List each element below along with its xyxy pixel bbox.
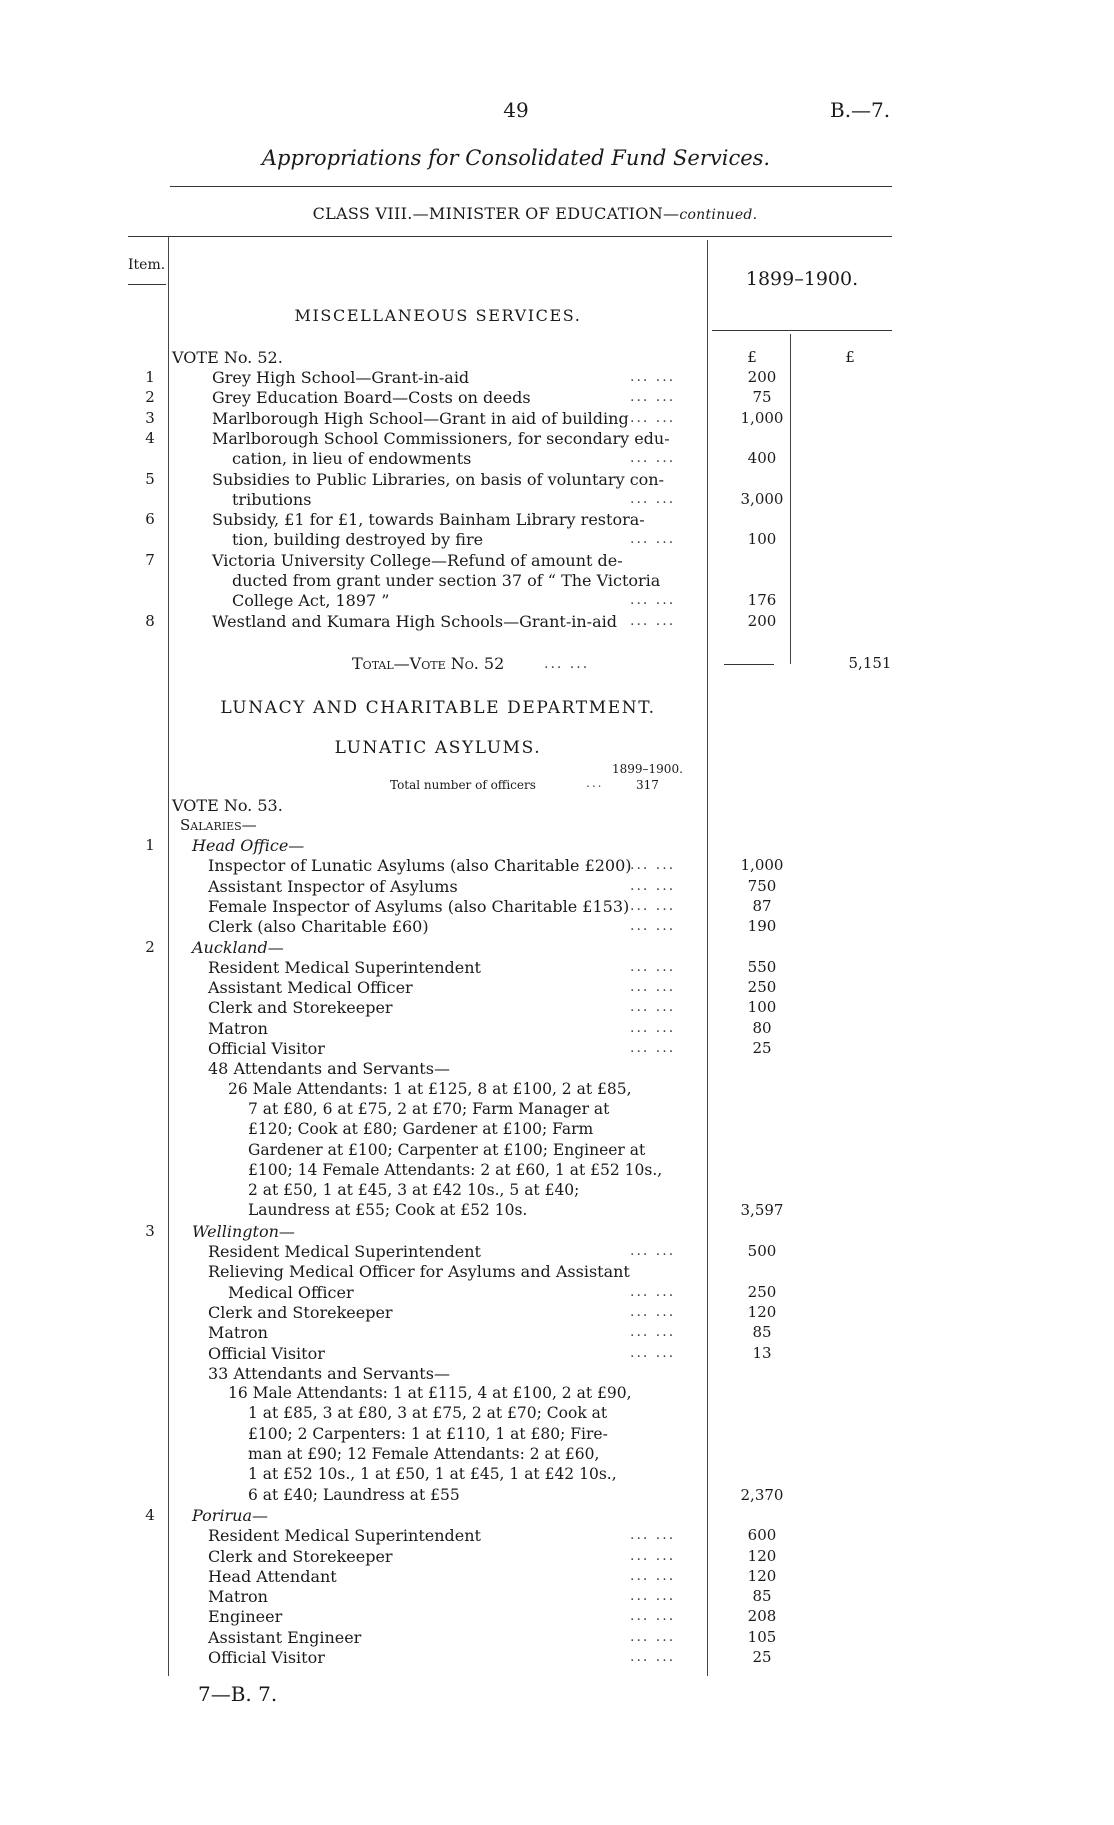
salary-row-text: Official Visitor [208, 1039, 325, 1058]
salary-row-text: Clerk (also Charitable £60) [208, 917, 429, 937]
dot-leader: ... ... [630, 979, 676, 996]
dot-leader: ... ... [630, 857, 676, 874]
item-header-rule [128, 284, 166, 285]
item-number: 3 [145, 408, 155, 427]
attendants-detail: 16 Male Attendants: 1 at £115, 4 at £100, 2 at £90, [228, 1384, 632, 1403]
vote-item-text: tributions [232, 489, 312, 509]
vote-item-amount: 200 [747, 368, 777, 386]
salary-row-text: Medical Officer [228, 1282, 354, 1302]
vote-item-amount: 75 [752, 388, 772, 407]
dot-leader: ... ... [630, 958, 676, 975]
pound-symbol-2: £ [845, 348, 855, 366]
page-number: 49 [503, 98, 529, 122]
asylum-title: Head Office— [192, 836, 305, 855]
dot-leader: ... ... [630, 1527, 676, 1544]
attendants-detail: 6 at £40; Laundress at £55 [248, 1485, 460, 1504]
dot-leader: ... ... [630, 1243, 676, 1259]
salary-row-amount: 208 [747, 1607, 777, 1626]
page-title: Appropriations for Consolidated Fund Services. [261, 146, 771, 170]
salary-row-text: Assistant Engineer [208, 1627, 362, 1647]
attendants-detail: Laundress at £55; Cook at £52 10s. [248, 1201, 528, 1220]
salary-row-text: Relieving Medical Officer for Asylums and Assistant [208, 1262, 630, 1282]
title-rule [170, 186, 892, 187]
item-number: 6 [145, 510, 155, 529]
asylum-title: Porirua— [192, 1505, 269, 1525]
salary-row-text: Matron [208, 1587, 268, 1607]
dot-leader: ... ... [630, 612, 676, 629]
attendants-amount: 2,370 [740, 1485, 784, 1504]
item-number: 3 [145, 1221, 155, 1240]
asylum-title: Wellington— [192, 1221, 295, 1241]
dot-leader: ... ... [630, 1019, 676, 1036]
vote-item-text: Marlborough School Commissioners, for secondary edu- [212, 428, 670, 448]
pound-symbol-1: £ [747, 348, 757, 366]
attendants-detail: 26 Male Attendants: 1 at £125, 8 at £100, 2 at £85, [228, 1079, 632, 1098]
salary-row-text: Matron [208, 1018, 268, 1038]
attendants-detail: Gardener at £100; Carpenter at £100; Engineer at [248, 1140, 646, 1159]
officers-label: Total number of officers [390, 778, 536, 792]
salary-row-amount: 190 [747, 917, 777, 936]
attendants-detail: £100; 14 Female Attendants: 2 at £60, 1 at £52 10s., [248, 1160, 663, 1179]
vote-item-text: Westland and Kumara High Schools—Grant-in-aid [212, 611, 617, 631]
item-number: 1 [145, 836, 155, 854]
vote-52-total-label: Total—Vote No. 52 [352, 654, 505, 673]
dot-leader: ... ... [630, 1283, 676, 1300]
salary-row-text: Resident Medical Superintendent [208, 1526, 481, 1546]
dot-leader: ... ... [630, 1303, 676, 1320]
salary-row-text: Clerk and Storekeeper [208, 998, 393, 1018]
item-number: 5 [145, 469, 155, 488]
dot-leader: ... ... [630, 592, 676, 609]
vote-item-text: Victoria University College—Refund of amount de- [212, 550, 623, 570]
vote-item-amount: 100 [747, 530, 777, 549]
salary-row-amount: 13 [752, 1343, 772, 1362]
vote-52-label: VOTE No. 52. [172, 348, 283, 367]
salary-row-text: Head Attendant [208, 1566, 337, 1586]
salary-row-amount: 25 [752, 1039, 772, 1057]
salary-row-amount: 550 [747, 957, 777, 976]
item-number: 1 [145, 368, 155, 386]
vote-item-text: Subsidies to Public Libraries, on basis of voluntary con- [212, 469, 665, 489]
salary-row-amount: 105 [747, 1627, 777, 1646]
salary-row-text: Inspector of Lunatic Asylums (also Charitable £200) [208, 856, 632, 876]
item-number: 4 [145, 1505, 155, 1524]
salary-row-amount: 750 [747, 876, 777, 895]
item-number: 4 [145, 428, 155, 447]
attendants-detail: man at £90; 12 Female Attendants: 2 at £60, [248, 1445, 600, 1463]
class-title-main: CLASS VIII.—MINISTER OF EDUCATION— [312, 204, 680, 223]
salary-row-amount: 85 [752, 1323, 772, 1342]
dot-leader: ... ... [630, 1324, 676, 1341]
lunatic-asylums-heading: LUNATIC ASYLUMS. [334, 738, 542, 758]
vote-52-total-amount: 5,151 [848, 654, 892, 672]
vote-item-text: Subsidy, £1 for £1, towards Bainham Library restora- [212, 510, 645, 530]
vote-item-text: Marlborough High School—Grant in aid of building [212, 408, 629, 428]
salary-row-amount: 500 [747, 1242, 777, 1260]
item-number: 8 [145, 611, 155, 630]
item-column-header: Item. [128, 257, 166, 273]
dot-leader: ... ... [630, 1547, 676, 1564]
vote-item-amount: 1,000 [740, 408, 784, 427]
dot-leader: ... [586, 776, 604, 790]
salary-row-amount: 250 [747, 1282, 777, 1301]
salary-row-text: Resident Medical Superintendent [208, 957, 481, 977]
dot-leader: ... ... [630, 1649, 676, 1665]
salaries-heading: Salaries— [180, 816, 257, 834]
dot-leader: ... ... [630, 450, 676, 467]
dot-leader: ... ... [630, 1628, 676, 1645]
year-column-header: 1899–1900. [745, 268, 859, 290]
salary-row-text: Official Visitor [208, 1648, 325, 1667]
attendants-heading: 33 Attendants and Servants— [208, 1363, 450, 1383]
officers-count: 317 [636, 778, 659, 792]
salary-row-amount: 100 [747, 998, 777, 1017]
dot-leader: ... ... [630, 1608, 676, 1625]
item-number: 7 [145, 550, 155, 569]
attendants-detail: 2 at £50, 1 at £45, 3 at £42 10s., 5 at £40; [248, 1181, 580, 1200]
salary-row-amount: 1,000 [740, 856, 784, 875]
attendants-detail: 1 at £85, 3 at £80, 3 at £75, 2 at £70; Cook at [248, 1404, 608, 1423]
amount-column-divider [707, 240, 708, 1676]
salary-row-text: Assistant Medical Officer [208, 978, 413, 998]
salary-row-text: Engineer [208, 1607, 283, 1627]
salary-row-text: Assistant Inspector of Asylums [208, 876, 458, 896]
salary-row-text: Clerk and Storekeeper [208, 1546, 393, 1566]
attendants-detail: £100; 2 Carpenters: 1 at £110, 1 at £80; Fire- [248, 1424, 608, 1443]
dot-leader: ... ... [630, 1588, 676, 1605]
salary-row-amount: 85 [752, 1587, 772, 1606]
salary-row-amount: 600 [747, 1526, 777, 1545]
item-column-divider [168, 236, 169, 1676]
year-header-rule [712, 330, 892, 331]
vote-item-text: cation, in lieu of endowments [232, 449, 472, 469]
dot-leader: ... ... [630, 1567, 676, 1584]
salary-row-amount: 120 [747, 1546, 777, 1565]
vote-item-amount: 176 [747, 591, 777, 610]
salary-row-text: Matron [208, 1323, 268, 1343]
salary-row-amount: 80 [752, 1018, 772, 1037]
asylum-title: Auckland— [192, 937, 284, 957]
lunacy-dept-heading: LUNACY AND CHARITABLE DEPARTMENT. [220, 698, 656, 718]
document-reference: B.—7. [830, 98, 891, 122]
attendants-detail: 1 at £52 10s., 1 at £50, 1 at £45, 1 at £42 10s., [248, 1465, 617, 1484]
class-title-suffix: continued. [679, 207, 758, 223]
footer-signature: 7—B. 7. [198, 1682, 278, 1706]
vote-item-text: Grey Education Board—Costs on deeds [212, 388, 531, 408]
salary-row-text: Resident Medical Superintendent [208, 1242, 481, 1261]
salary-row-amount: 120 [747, 1302, 777, 1321]
vote-item-amount: 3,000 [740, 489, 784, 508]
attendants-detail: £120; Cook at £80; Gardener at £100; Farm [248, 1120, 594, 1139]
salary-row-text: Clerk and Storekeeper [208, 1302, 393, 1322]
vote-item-text: tion, building destroyed by fire [232, 530, 484, 550]
item-number: 2 [145, 388, 155, 407]
dot-leader: ... ... [544, 656, 590, 672]
salary-row-amount: 250 [747, 978, 777, 997]
vote-item-amount: 200 [747, 611, 777, 630]
class-title [160, 204, 910, 223]
dot-leader: ... ... [630, 409, 676, 426]
dot-leader: ... ... [630, 1344, 676, 1361]
dot-leader: ... ... [630, 531, 676, 548]
dot-leader: ... ... [630, 877, 676, 894]
attendants-amount: 3,597 [740, 1201, 784, 1220]
salary-row-text: Official Visitor [208, 1343, 325, 1363]
attendants-heading: 48 Attendants and Servants— [208, 1059, 450, 1079]
attendants-detail: 7 at £80, 6 at £75, 2 at £70; Farm Manager at [248, 1099, 610, 1118]
vote-53-label: VOTE No. 53. [172, 796, 283, 815]
dot-leader: ... ... [630, 897, 676, 914]
total-dash [724, 664, 774, 665]
dot-leader: ... ... [630, 369, 676, 385]
salary-row-amount: 87 [752, 896, 772, 915]
salary-row-amount: 25 [752, 1648, 772, 1666]
dot-leader: ... ... [630, 389, 676, 406]
officers-year: 1899–1900. [612, 762, 683, 776]
dot-leader: ... ... [630, 999, 676, 1016]
vote-item-text: Grey High School—Grant-in-aid [212, 368, 470, 387]
salary-row-amount: 120 [747, 1566, 777, 1585]
vote-item-amount: 400 [747, 449, 777, 468]
table-top-rule [128, 236, 892, 237]
salary-row-text: Female Inspector of Asylums (also Charitable £153) [208, 896, 630, 916]
vote-item-text: College Act, 1897 ” [232, 591, 390, 611]
misc-services-heading: MISCELLANEOUS SERVICES. [294, 306, 582, 325]
item-number: 2 [145, 937, 155, 956]
dot-leader: ... ... [630, 918, 676, 935]
dot-leader: ... ... [630, 1040, 676, 1056]
vote-item-text: ducted from grant under section 37 of “ The Victoria [232, 571, 661, 590]
dot-leader: ... ... [630, 490, 676, 507]
